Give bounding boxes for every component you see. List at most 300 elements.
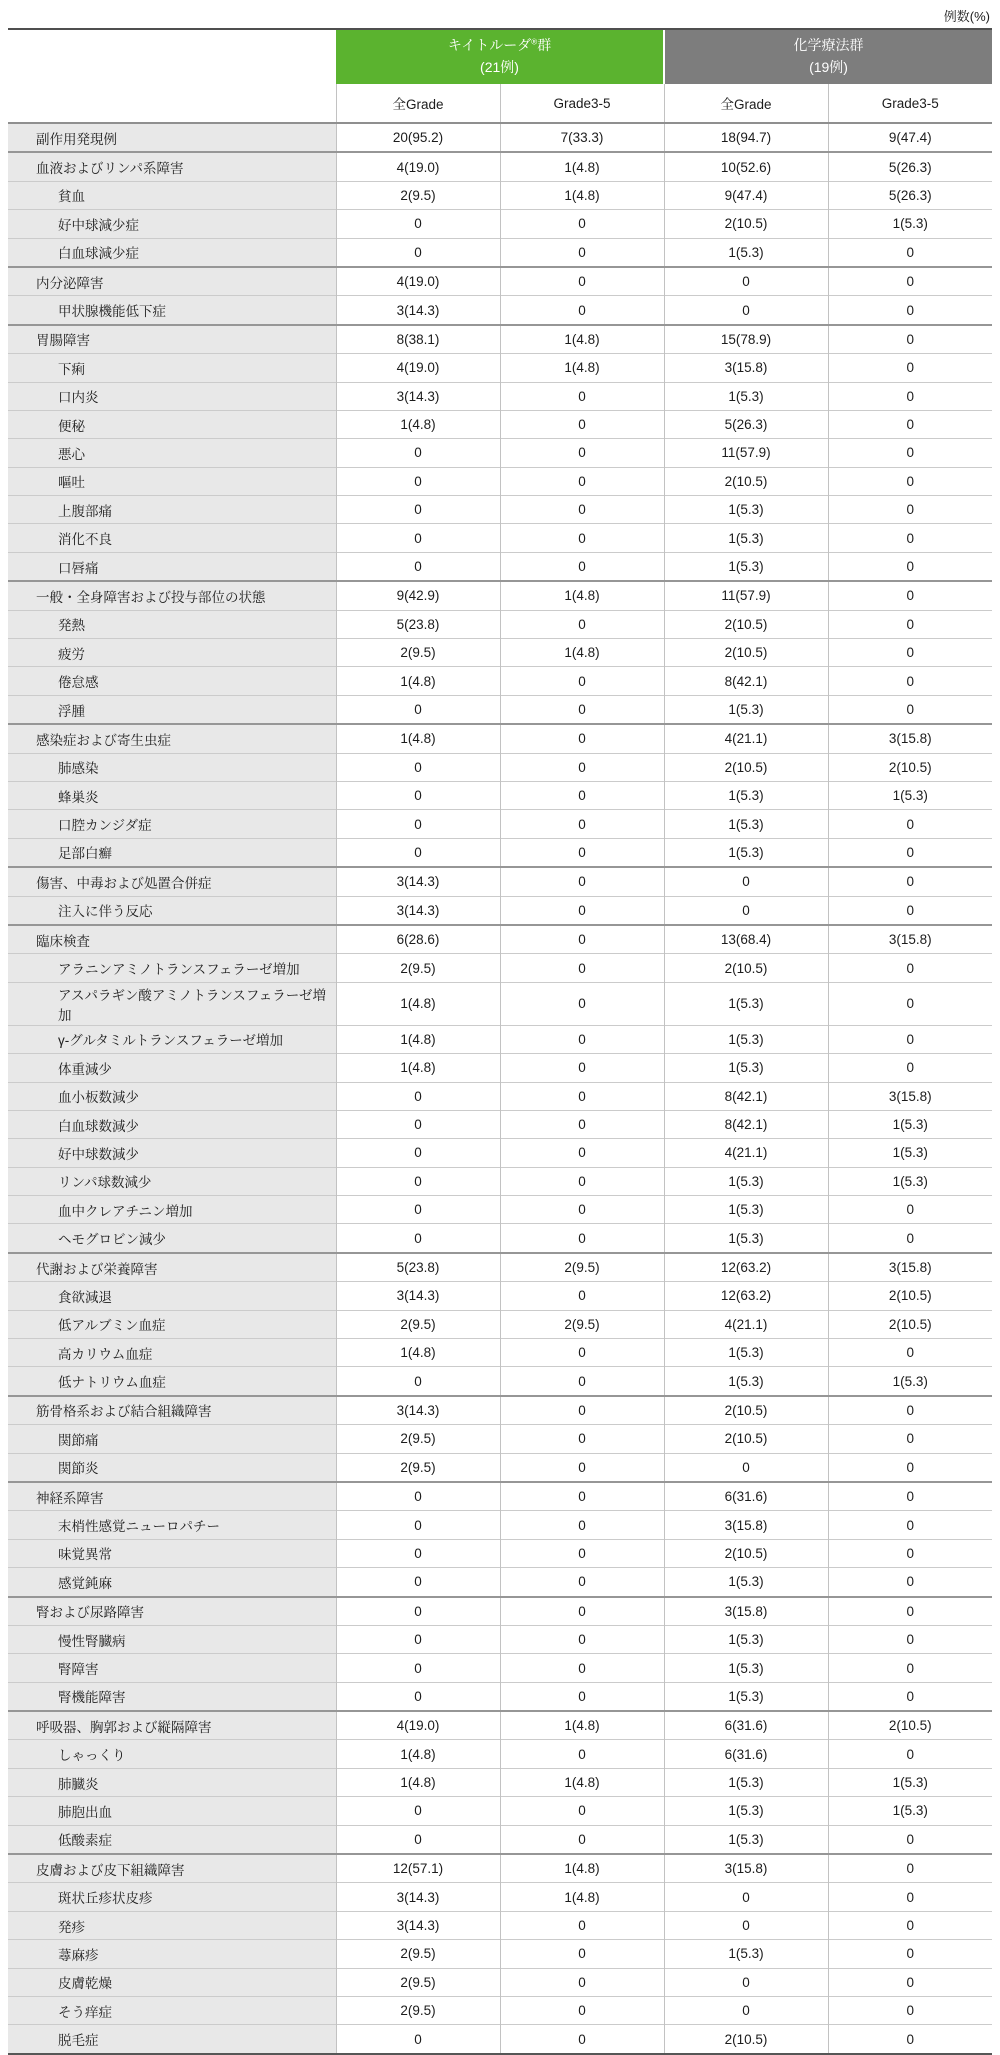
table-row [8,954,992,982]
value-cell: 3(14.3) [336,1883,500,1911]
adverse-event-label: 足部白癬 [8,838,336,867]
table-row [8,695,992,724]
value-cell: 1(4.8) [336,1740,500,1768]
value-cell: 2(9.5) [336,954,500,982]
value-cell: 12(63.2) [664,1253,828,1282]
value-cell: 2(9.5) [336,1968,500,1996]
value-cell: 0 [500,1825,664,1854]
table-row [8,753,992,781]
value-cell: 0 [828,639,992,667]
group-header-row [8,29,992,84]
adverse-event-label: 内分泌障害 [8,267,336,296]
value-cell: 0 [500,1110,664,1138]
adverse-event-label: 倦怠感 [8,667,336,695]
value-cell: 1(5.3) [664,1682,828,1711]
table-row [8,552,992,581]
adverse-event-label: 浮腫 [8,695,336,724]
value-cell: 0 [828,1825,992,1854]
adverse-event-label: 血小板数減少 [8,1082,336,1110]
table-row [8,982,992,1025]
adverse-event-label: 低アルブミン血症 [8,1310,336,1338]
table-row [8,1625,992,1653]
value-cell: 0 [828,1597,992,1626]
value-cell: 0 [500,753,664,781]
adverse-event-label: 好中球数減少 [8,1139,336,1167]
table-row [8,1768,992,1796]
value-cell: 0 [500,1082,664,1110]
value-cell: 0 [828,2025,992,2054]
value-cell: 6(31.6) [664,1482,828,1511]
value-cell: 0 [500,439,664,467]
value-cell: 0 [336,1597,500,1626]
table-row [8,810,992,838]
adverse-event-label: 臨床検査 [8,925,336,954]
value-cell: 0 [828,354,992,382]
value-cell: 0 [828,1224,992,1253]
value-cell: 0 [828,1482,992,1511]
value-cell: 0 [336,1110,500,1138]
table-row [8,724,992,753]
value-cell: 11(57.9) [664,439,828,467]
adverse-event-label: 腎機能障害 [8,1682,336,1711]
group-name-keytruda: キイトルーダ®群 [447,37,552,54]
value-cell: 0 [500,1054,664,1082]
value-cell: 3(15.8) [664,354,828,382]
table-row [8,467,992,495]
adverse-event-label: 消化不良 [8,524,336,552]
table-row [8,1224,992,1253]
value-cell: 0 [500,1797,664,1825]
group-count-keytruda: (21例) [480,59,519,75]
adverse-event-label: 肺胞出血 [8,1797,336,1825]
value-cell: 2(9.5) [336,1453,500,1482]
value-cell: 0 [500,1740,664,1768]
value-cell: 2(10.5) [664,2025,828,2054]
value-cell: 0 [336,1625,500,1653]
adverse-event-label: 疲労 [8,639,336,667]
table-row [8,1482,992,1511]
adverse-event-label: 皮膚乾燥 [8,1968,336,1996]
value-cell: 1(5.3) [828,210,992,238]
value-cell: 8(42.1) [664,667,828,695]
table-row [8,1367,992,1396]
table-row [8,1453,992,1482]
value-cell: 1(4.8) [336,667,500,695]
value-cell: 0 [500,781,664,809]
table-row [8,1597,992,1626]
value-cell: 2(9.5) [336,1310,500,1338]
value-cell: 1(5.3) [828,1167,992,1195]
value-cell: 0 [336,238,500,267]
value-cell: 0 [828,1940,992,1968]
adverse-event-label: 発熱 [8,610,336,638]
adverse-event-label: 感染症および寄生虫症 [8,724,336,753]
adverse-event-label: 血液およびリンパ系障害 [8,152,336,181]
value-cell: 1(4.8) [336,724,500,753]
adverse-event-label: 低酸素症 [8,1825,336,1854]
value-cell: 5(23.8) [336,1253,500,1282]
table-row [8,1911,992,1939]
value-cell: 2(9.5) [336,1425,500,1453]
value-cell: 0 [500,1940,664,1968]
value-cell: 0 [500,1539,664,1567]
value-cell: 4(21.1) [664,724,828,753]
value-cell: 1(5.3) [664,1224,828,1253]
value-cell: 1(5.3) [664,382,828,410]
value-cell: 4(21.1) [664,1310,828,1338]
value-cell: 0 [500,838,664,867]
value-cell: 1(5.3) [664,1367,828,1396]
value-cell: 0 [336,467,500,495]
table-row [8,896,992,925]
adverse-event-label: リンパ球数減少 [8,1167,336,1195]
table-row [8,152,992,181]
adverse-event-label: 発疹 [8,1911,336,1939]
value-cell: 1(5.3) [664,552,828,581]
value-cell: 0 [828,695,992,724]
adverse-event-label: 高カリウム血症 [8,1339,336,1367]
header-corner-cell [8,29,336,84]
value-cell: 1(5.3) [664,524,828,552]
value-cell: 1(4.8) [500,1854,664,1883]
value-cell: 0 [336,1539,500,1567]
value-cell: 0 [500,1139,664,1167]
value-cell: 0 [828,896,992,925]
adverse-event-label: しゃっくり [8,1740,336,1768]
table-row [8,1310,992,1338]
value-cell: 3(14.3) [336,1911,500,1939]
value-cell: 2(10.5) [828,1282,992,1310]
value-cell: 0 [500,954,664,982]
adverse-event-label: γ-グルタミルトランスフェラーゼ増加 [8,1025,336,1053]
value-cell: 1(4.8) [336,1054,500,1082]
value-cell: 3(15.8) [828,1082,992,1110]
adverse-event-label: 蜂巣炎 [8,781,336,809]
adverse-event-label: 口内炎 [8,382,336,410]
adverse-event-label: 貧血 [8,181,336,209]
value-cell: 1(5.3) [828,1139,992,1167]
adverse-event-label: 感覚鈍麻 [8,1568,336,1597]
table-row [8,1825,992,1854]
value-cell: 6(31.6) [664,1740,828,1768]
value-cell: 1(5.3) [664,810,828,838]
value-cell: 2(9.5) [500,1253,664,1282]
adverse-event-label: 一般・全身障害および投与部位の状態 [8,581,336,610]
adverse-event-label: 傷害、中毒および処置合併症 [8,867,336,896]
value-cell: 2(10.5) [664,753,828,781]
value-cell: 0 [828,524,992,552]
table-row [8,1883,992,1911]
value-cell: 1(5.3) [828,1768,992,1796]
value-cell: 0 [336,524,500,552]
adverse-event-label: アスパラギン酸アミノトランスフェラーゼ増加 [8,982,336,1025]
adverse-event-label: 脱毛症 [8,2025,336,2054]
value-cell: 0 [500,467,664,495]
value-cell: 0 [500,810,664,838]
value-cell: 0 [828,1511,992,1539]
table-row [8,1110,992,1138]
adverse-event-label: 肺臓炎 [8,1768,336,1796]
value-cell: 0 [828,1740,992,1768]
adverse-event-label: ヘモグロビン減少 [8,1224,336,1253]
table-row [8,1396,992,1425]
value-cell: 0 [500,695,664,724]
value-cell: 6(31.6) [664,1711,828,1740]
value-cell: 0 [336,838,500,867]
table-row [8,1968,992,1996]
value-cell: 0 [828,982,992,1025]
adverse-event-label: 末梢性感覚ニューロパチー [8,1511,336,1539]
value-cell: 8(42.1) [664,1110,828,1138]
value-cell: 0 [500,1511,664,1539]
value-cell: 1(4.8) [500,325,664,354]
value-cell: 0 [828,1025,992,1053]
adverse-event-label: 嘔吐 [8,467,336,495]
value-cell: 0 [664,1997,828,2025]
value-cell: 2(9.5) [336,181,500,209]
adverse-event-label: 肺感染 [8,753,336,781]
value-cell: 1(4.8) [336,1339,500,1367]
value-cell: 1(5.3) [664,496,828,524]
value-cell: 0 [500,1654,664,1682]
value-cell: 0 [828,1568,992,1597]
value-cell: 1(4.8) [500,181,664,209]
table-row [8,496,992,524]
table-row [8,1282,992,1310]
group-header-chemo [664,29,992,84]
table-row [8,439,992,467]
value-cell: 0 [500,1568,664,1597]
value-cell: 0 [828,1968,992,1996]
table-row [8,2025,992,2054]
value-cell: 20(95.2) [336,123,500,152]
value-cell: 0 [664,896,828,925]
table-row [8,1196,992,1224]
table-row [8,1711,992,1740]
value-cell: 9(47.4) [828,123,992,152]
adverse-event-label: 筋骨格系および結合組織障害 [8,1396,336,1425]
table-row [8,925,992,954]
value-cell: 1(5.3) [828,1797,992,1825]
value-cell: 0 [500,1911,664,1939]
value-cell: 2(10.5) [664,1425,828,1453]
value-cell: 2(9.5) [500,1310,664,1338]
value-cell: 0 [828,1054,992,1082]
value-cell: 0 [500,238,664,267]
value-cell: 2(10.5) [828,753,992,781]
value-cell: 0 [336,2025,500,2054]
table-row [8,238,992,267]
value-cell: 8(38.1) [336,325,500,354]
col-header-keytruda-grade3-5: Grade3-5 [500,84,664,123]
value-cell: 0 [500,524,664,552]
table-row [8,1167,992,1195]
adverse-event-label: 腎および尿路障害 [8,1597,336,1626]
value-cell: 1(4.8) [500,581,664,610]
table-row [8,524,992,552]
value-cell: 0 [828,1654,992,1682]
value-cell: 0 [336,1511,500,1539]
value-cell: 13(68.4) [664,925,828,954]
table-row [8,1740,992,1768]
adverse-event-label: 甲状腺機能低下症 [8,296,336,325]
value-cell: 0 [336,1825,500,1854]
table-row [8,610,992,638]
adverse-event-label: 体重減少 [8,1054,336,1082]
value-cell: 2(10.5) [664,1539,828,1567]
value-cell: 4(19.0) [336,267,500,296]
table-row [8,838,992,867]
value-cell: 1(5.3) [664,1768,828,1796]
value-cell: 2(10.5) [828,1711,992,1740]
value-cell: 5(26.3) [828,152,992,181]
value-cell: 0 [500,1025,664,1053]
value-cell: 0 [828,581,992,610]
value-cell: 0 [336,1654,500,1682]
value-cell: 0 [500,552,664,581]
value-cell: 2(10.5) [828,1310,992,1338]
value-cell: 0 [664,867,828,896]
table-row [8,1568,992,1597]
value-cell: 0 [500,296,664,325]
adverse-event-label: 代謝および栄養障害 [8,1253,336,1282]
value-cell: 1(5.3) [664,1940,828,1968]
value-cell: 0 [828,810,992,838]
value-cell: 0 [336,1367,500,1396]
value-cell: 2(10.5) [664,210,828,238]
value-cell: 4(19.0) [336,354,500,382]
value-cell: 0 [500,267,664,296]
value-cell: 0 [828,1453,992,1482]
adverse-event-label: 慢性腎臓病 [8,1625,336,1653]
table-row [8,1682,992,1711]
table-row [8,1139,992,1167]
value-cell: 0 [828,496,992,524]
adverse-event-label: 呼吸器、胸郭および縦隔障害 [8,1711,336,1740]
value-cell: 0 [664,1968,828,1996]
value-cell: 15(78.9) [664,325,828,354]
value-cell: 0 [500,1196,664,1224]
adverse-event-label: 下痢 [8,354,336,382]
value-cell: 0 [500,1682,664,1711]
value-cell: 0 [336,1196,500,1224]
value-cell: 1(5.3) [664,838,828,867]
adverse-event-label: 胃腸障害 [8,325,336,354]
col-header-chemo-grade3-5: Grade3-5 [828,84,992,123]
value-cell: 0 [500,667,664,695]
value-cell: 1(5.3) [664,1625,828,1653]
value-cell: 1(5.3) [828,781,992,809]
value-cell: 0 [500,1396,664,1425]
value-cell: 0 [336,1224,500,1253]
value-cell: 18(94.7) [664,123,828,152]
value-cell: 0 [828,325,992,354]
table-row [8,210,992,238]
value-cell: 3(15.8) [664,1597,828,1626]
value-cell: 0 [336,810,500,838]
value-cell: 1(5.3) [664,1054,828,1082]
value-cell: 3(14.3) [336,296,500,325]
table-row [8,1940,992,1968]
value-cell: 0 [828,1425,992,1453]
adverse-event-label: アラニンアミノトランスフェラーゼ増加 [8,954,336,982]
adverse-event-label: 便秘 [8,410,336,438]
table-row [8,1253,992,1282]
table-row [8,1797,992,1825]
adverse-event-label: 血中クレアチニン増加 [8,1196,336,1224]
value-cell: 0 [828,1911,992,1939]
adverse-event-label: 口唇痛 [8,552,336,581]
value-cell: 0 [336,210,500,238]
value-cell: 2(9.5) [336,639,500,667]
table-row [8,296,992,325]
value-cell: 11(57.9) [664,581,828,610]
value-cell: 3(14.3) [336,867,500,896]
value-cell: 1(5.3) [664,781,828,809]
value-cell: 0 [500,1425,664,1453]
value-cell: 0 [828,296,992,325]
value-cell: 0 [336,781,500,809]
table-row [8,581,992,610]
col-header-keytruda-all-grade: 全Grade [336,84,500,123]
value-cell: 0 [828,1997,992,2025]
col-header-chemo-all-grade: 全Grade [664,84,828,123]
value-cell: 1(4.8) [500,354,664,382]
value-cell: 4(21.1) [664,1139,828,1167]
value-cell: 0 [828,1339,992,1367]
value-cell: 0 [664,1911,828,1939]
adverse-event-label: 味覚異常 [8,1539,336,1567]
table-row [8,1054,992,1082]
value-cell: 1(5.3) [664,1025,828,1053]
value-cell: 0 [828,838,992,867]
value-cell: 1(4.8) [336,1025,500,1053]
value-cell: 2(9.5) [336,1997,500,2025]
value-cell: 0 [828,1625,992,1653]
value-cell: 0 [500,1997,664,2025]
table-row [8,1339,992,1367]
registered-trademark-mark: ® [531,37,538,47]
value-cell: 3(14.3) [336,382,500,410]
table-row [8,1854,992,1883]
value-cell: 0 [828,439,992,467]
value-cell: 8(42.1) [664,1082,828,1110]
value-cell: 3(15.8) [828,925,992,954]
value-cell: 0 [500,724,664,753]
value-cell: 1(4.8) [500,1883,664,1911]
value-cell: 0 [664,267,828,296]
value-cell: 1(5.3) [664,1825,828,1854]
table-row [8,181,992,209]
value-cell: 0 [336,1682,500,1711]
group-name-chemo: 化学療法群 [793,37,864,54]
adverse-event-label: 白血球数減少 [8,1110,336,1138]
adverse-event-label: 関節炎 [8,1453,336,1482]
value-cell: 3(14.3) [336,896,500,925]
header-corner-cell [8,84,336,123]
value-cell: 0 [828,410,992,438]
value-cell: 0 [500,2025,664,2054]
value-cell: 0 [336,695,500,724]
value-cell: 0 [500,1968,664,1996]
value-cell: 1(5.3) [664,238,828,267]
table-row [8,410,992,438]
table-row [8,382,992,410]
value-cell: 0 [828,1682,992,1711]
table-row [8,123,992,152]
value-cell: 0 [336,1482,500,1511]
value-cell: 0 [828,954,992,982]
